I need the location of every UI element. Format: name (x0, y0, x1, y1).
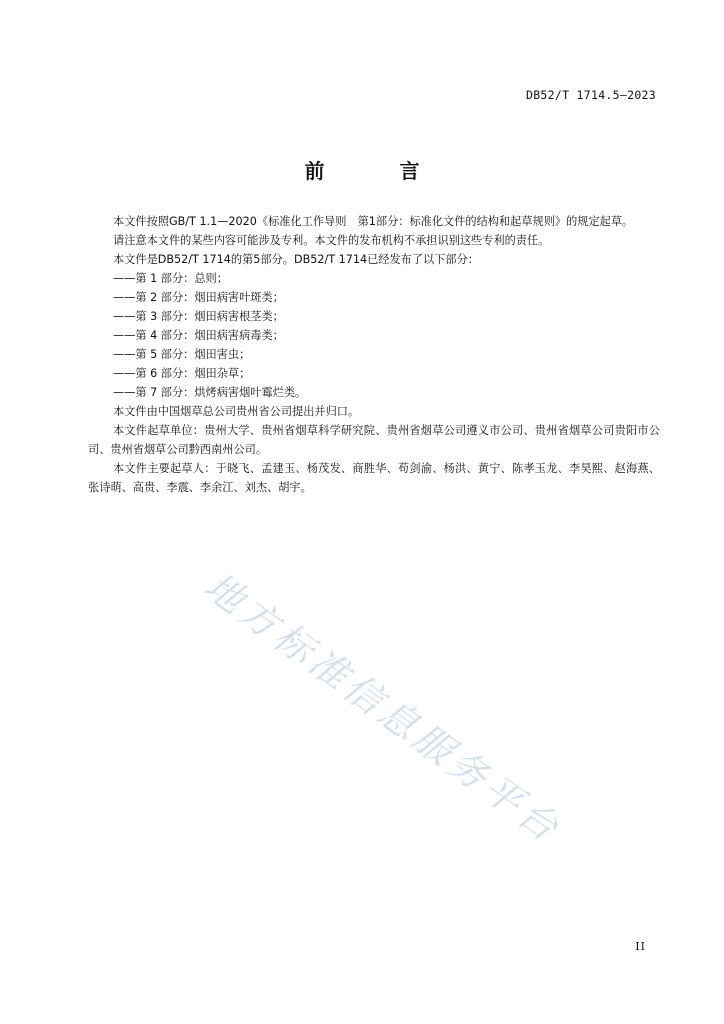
document-code: DB52/T 1714.5—2023 (525, 88, 656, 102)
list-item-part-7: ——第 7 部分：烘烤病害烟叶霉烂类。 (113, 386, 307, 399)
paragraph-drafters: 本文件主要起草人：于晓飞、孟建玉、杨茂发、商胜华、苟剑渝、杨洪、黄宁、陈孝玉龙、李昊熙、赵海燕、张诗萌、高贵、李震、李余江、刘杰、胡宇。 (88, 462, 660, 494)
paragraph-drafting-units: 本文件起草单位：贵州大学、贵州省烟草科学研究院、贵州省烟草公司遵义市公司、贵州省烟草公司贵阳市公司、贵州省烟草公司黔西南州公司。 (88, 424, 660, 456)
paragraph-parts-intro: 本文件是DB52/T 1714的第5部分。DB52/T 1714已经发布了以下部分： (113, 253, 479, 266)
list-item-part-5: ——第 5 部分：烟田害虫； (113, 348, 251, 361)
paragraph-patent-notice: 请注意本文件的某些内容可能涉及专利。本文件的发布机构不承担识别这些专利的责任。 (113, 234, 550, 247)
list-item-part-6: ——第 6 部分：烟田杂草； (113, 367, 251, 380)
list-item-part-3: ——第 3 部分：烟田病害根茎类； (113, 310, 284, 323)
list-item-part-4: ——第 4 部分：烟田病害病毒类； (113, 329, 284, 342)
page-number: II (635, 940, 646, 953)
list-item-part-1: ——第 1 部分：总则； (113, 272, 228, 285)
document-body (88, 212, 660, 497)
paragraph-drafting-rules: 本文件按照GB/T 1.1—2020《标准化工作导则 第1部分：标准化文件的结构和起草规则》的规定起草。 (113, 215, 634, 228)
list-item-part-2: ——第 2 部分：烟田病害叶斑类； (113, 291, 284, 304)
page-title: 前 言 (304, 159, 454, 183)
watermark-text: 地方标准信息服务平台 (196, 563, 570, 853)
paragraph-proposer: 本文件由中国烟草总公司贵州省公司提出并归口。 (113, 405, 360, 418)
